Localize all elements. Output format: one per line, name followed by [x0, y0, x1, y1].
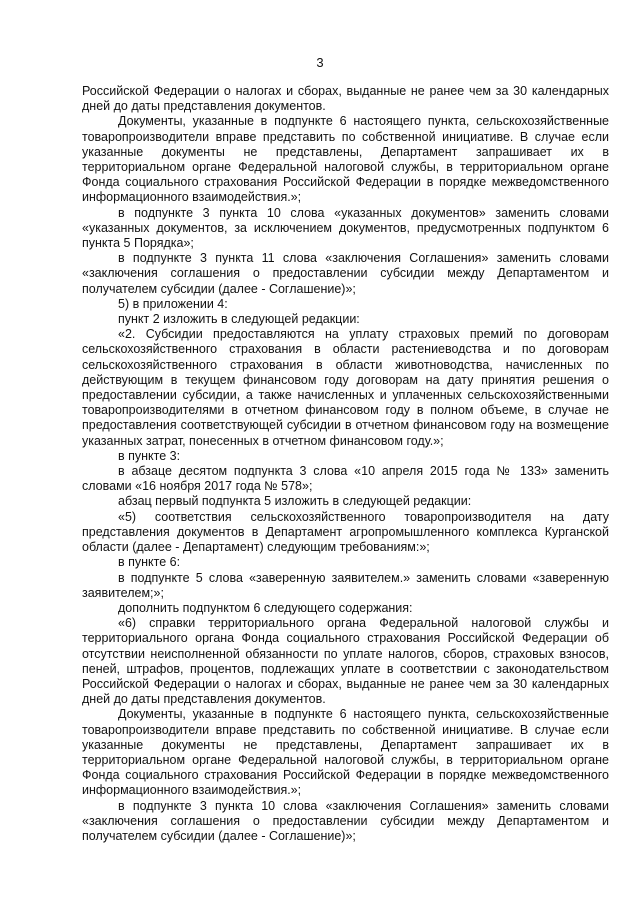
paragraph: в подпункте 3 пункта 11 слова «заключения Соглашения» заменить словами «заключения соглашения о предоставлении субсидии между Департаментом и получателем субсидии (далее - Соглашение)»;	[82, 251, 609, 296]
paragraph: в подпункте 5 слова «заверенную заявителем.» заменить словами «заверенную заявителем;»;	[82, 570, 609, 600]
paragraph: в пункте 3:	[118, 448, 181, 463]
paragraph: в абзаце десятом подпункта 3 слова «10 апреля 2015 года № 133» заменить словами «16 ноября 2017 года № 578»;	[82, 464, 609, 494]
paragraph: дополнить подпунктом 6 следующего содержания:	[118, 600, 413, 615]
paragraph: в подпункте 3 пункта 10 слова «указанных документов» заменить словами «указанных документов, за исключением документов, предусмотренных подпунктом 6 пункта 5 Порядка»;	[82, 205, 609, 251]
paragraph: абзац первый подпункта 5 изложить в следующей редакции:	[118, 494, 472, 509]
paragraph: «5) соответствия сельскохозяйственного товаропроизводителя на дату представления документов в Департамент агропромышленного комплекса Курганской области (далее - Департамент) следующим требованиям:»;	[82, 509, 609, 555]
paragraph: Российской Федерации о налогах и сборах, выданные не ранее чем за 30 календарных дней до даты представления документов.	[82, 84, 609, 114]
paragraph: 5) в приложении 4:	[118, 296, 228, 311]
page-number: 3	[316, 55, 324, 70]
paragraph: «2. Субсидии предоставляются на уплату страховых премий по договорам сельскохозяйственного страхования в области растениеводства и по договорам сельскохозяйственного страхования в области животноводства, начисленных по действующим в текущем финансовом году договорам на дату принятия решения о предоставлении субсидии, а также начисленных и уплаченных сельскохозяйственными товаропроизводителями в отчетном финансовом году в полном объеме, в случае не предоставления соответствующей субсидии в отчетном финансовом году на возмещение указанных затрат, понесенных в отчетном финансовом году.»;	[82, 327, 609, 448]
paragraph: пункт 2 изложить в следующей редакции:	[118, 312, 360, 327]
paragraph: Документы, указанные в подпункте 6 настоящего пункта, сельскохозяйственные товаропроизводители вправе представить по собственной инициативе. В случае если указанные документы не представлены, Департамент запрашивает их в территориальном органе Федеральной налоговой службы, в территориальном органе Фонда социального страхования Российской Федерации в порядке межведомственного информационного взаимодействия.»;	[82, 707, 609, 798]
paragraph: «6) справки территориального органа Федеральной налоговой службы и территориального органа Фонда социального страхования Российской Федерации об отсутствии неисполненной обязанности по уплате налогов, сборов, страховых взносов, пеней, штрафов, процентов, подлежащих уплате в соответствии с законодательством Российской Федерации о налогах и сборах, выданные не ранее чем за 30 календарных дней до даты представления документов.	[82, 616, 609, 707]
paragraph: в пункте 6:	[118, 555, 181, 570]
document-body	[82, 84, 609, 844]
paragraph: в подпункте 3 пункта 10 слова «заключения Соглашения» заменить словами «заключения соглашения о предоставлении субсидии между Департаментом и получателем субсидии (далее - Соглашение)»;	[82, 798, 609, 843]
paragraph: Документы, указанные в подпункте 6 настоящего пункта, сельскохозяйственные товаропроизводители вправе представить по собственной инициативе. В случае если указанные документы не представлены, Департамент запрашивает их в территориальном органе Федеральной налоговой службы, в территориальном органе Фонда социального страхования Российской Федерации в порядке межведомственного информационного взаимодействия.»;	[82, 114, 609, 205]
